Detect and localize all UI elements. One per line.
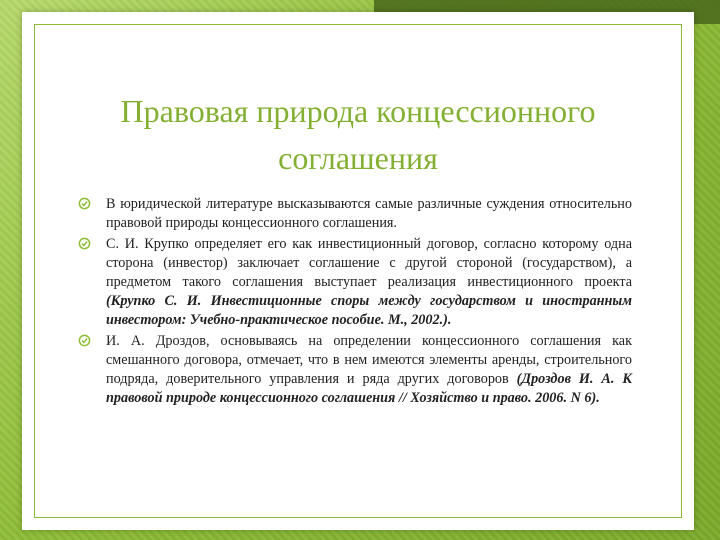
bullet-item-3 <box>106 332 632 408</box>
bullet-text: С. И. Крупко определяет его как инвестиционный договор, согласно которому одна сторона (инвестор) заключает соглашение с другой стороной (государством), а предметом такого соглашения выступает реализация инвестиционного проекта <box>106 236 632 290</box>
bullet-list <box>106 195 632 410</box>
bullet-citation: (Крупко С. И. Инвестиционные споры между государством и иностранным инвестором: Учебно-практическое пособие. М., 2002.). <box>106 293 632 328</box>
circled-check-icon <box>78 197 91 210</box>
slide <box>22 12 694 530</box>
bullet-item-1 <box>106 195 632 233</box>
bullet-text: В юридической литературе высказываются самые различные суждения относительно правовой природы концессионного соглашения. <box>106 196 632 231</box>
bullet-item-2 <box>106 235 632 330</box>
bullet-citation: (Дроздов И. А. К правовой природе концессионного соглашения // Хозяйство и право. 2006. N 6). <box>106 371 632 406</box>
bullet-text: И. А. Дроздов, основываясь на определении концессионного соглашения как смешанного договора, отмечает, что в нем имеются элементы аренды, строительного подряда, доверительного управления и ряда других договоров <box>106 333 632 387</box>
circled-check-icon <box>78 334 91 347</box>
circled-check-icon <box>78 237 91 250</box>
slide-title: Правовая природа концессионного соглашения <box>120 93 596 176</box>
